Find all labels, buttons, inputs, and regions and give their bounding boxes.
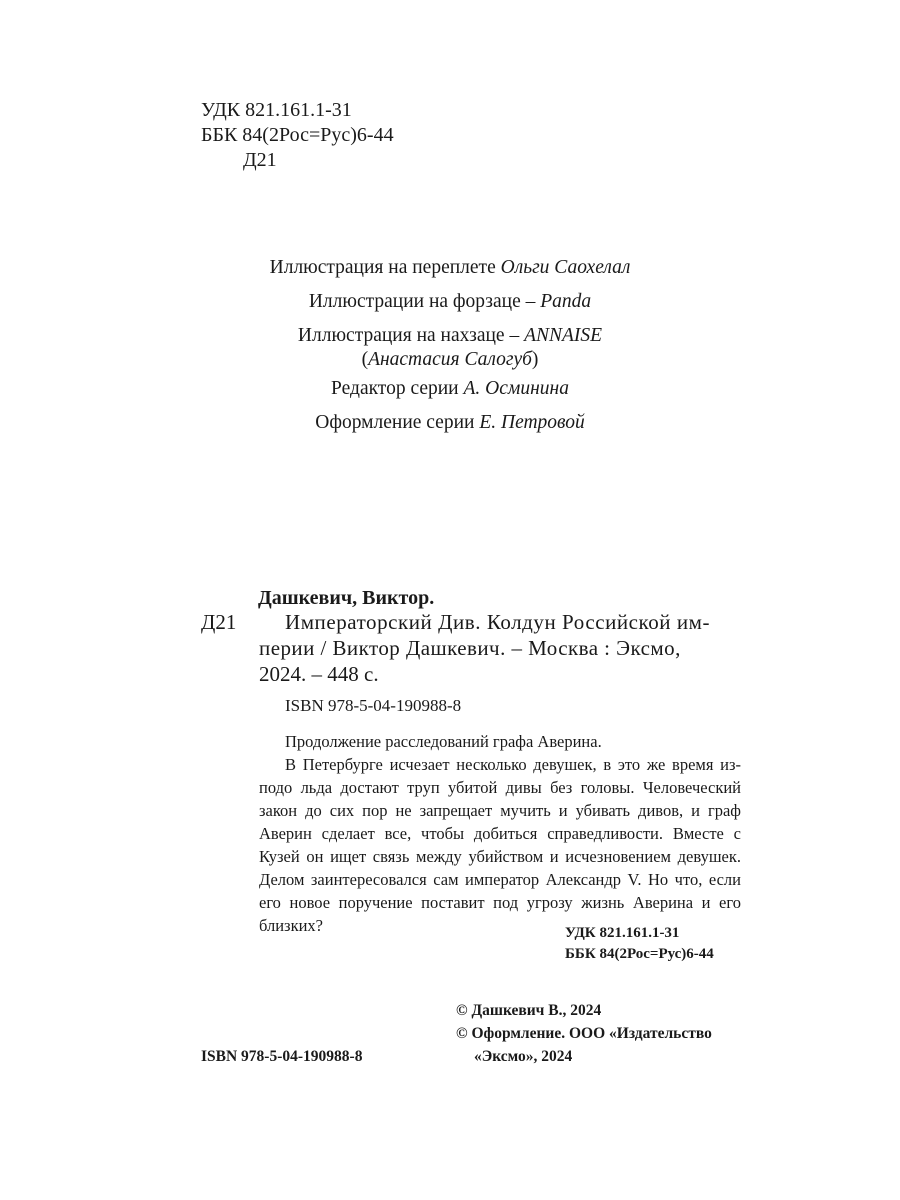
author-sign: Д21 bbox=[243, 149, 277, 171]
endpaper-front-illustrator: Panda bbox=[540, 291, 592, 312]
annotation-body: В Петербурге исчезает несколько девушек, в это же время из-подо льда достают труп убитой дивы без головы. Человеческий закон до сих пор не запрещает мучить и убивать дивов, и граф Аверин сделает все, чтобы добиться справедливости. Вместе с Кузей он ищет связь между убийством и исчезновением девушек. Делом заинтересовался сам император Александр V. Но что, если его новое поручение поставит под угрозу жизнь Аверина и его близких? bbox=[259, 755, 741, 935]
copyright-author: © Дашкевич В., 2024 bbox=[456, 1002, 602, 1019]
bbk-code-bottom: ББК 84(2Рос=Рус)6-44 bbox=[565, 946, 714, 962]
credit-cover-illustration: Иллюстрация на переплете Ольги Саохелал bbox=[269, 257, 631, 278]
udk-code: УДК 821.161.1-31 bbox=[201, 99, 352, 121]
title-description-line-1: Императорский Див. Колдун Российской им- bbox=[285, 610, 711, 634]
title-description-line-3: 2024. – 448 с. bbox=[259, 662, 379, 686]
series-editor-name: А. Осминина bbox=[463, 378, 569, 399]
copyright-design-cont: «Эксмо», 2024 bbox=[474, 1048, 573, 1065]
record-sign: Д21 bbox=[201, 610, 237, 634]
annotation-lead: Продолжение расследований графа Аверина. bbox=[285, 732, 602, 751]
series-designer-name: Е. Петровой bbox=[479, 412, 585, 433]
annotation bbox=[259, 730, 741, 937]
record-isbn: ISBN 978-5-04-190988-8 bbox=[285, 696, 462, 715]
cover-illustrator: Ольги Саохелал bbox=[500, 257, 631, 278]
endpaper-back-illustrator: ANNAISE bbox=[524, 325, 603, 346]
credit-series-design: Оформление серии Е. Петровой bbox=[315, 412, 585, 433]
credit-endpaper-front: Иллюстрации на форзаце – Panda bbox=[308, 291, 592, 312]
copyright-design: © Оформление. ООО «Издательство bbox=[456, 1025, 712, 1042]
isbn-bottom: ISBN 978-5-04-190988-8 bbox=[201, 1048, 363, 1065]
credit-endpaper-back: Иллюстрация на нахзаце – ANNAISE bbox=[297, 325, 603, 346]
credit-endpaper-back-realname: (Анастасия Салогуб) bbox=[361, 349, 539, 370]
bbk-code: ББК 84(2Рос=Рус)6-44 bbox=[201, 124, 394, 146]
author-heading: Дашкевич, Виктор. bbox=[258, 587, 435, 609]
credit-series-editor: Редактор серии А. Осминина bbox=[331, 378, 569, 399]
title-description-line-2: перии / Виктор Дашкевич. – Москва : Эксмо, bbox=[259, 636, 681, 660]
udk-code-bottom: УДК 821.161.1-31 bbox=[565, 925, 680, 941]
